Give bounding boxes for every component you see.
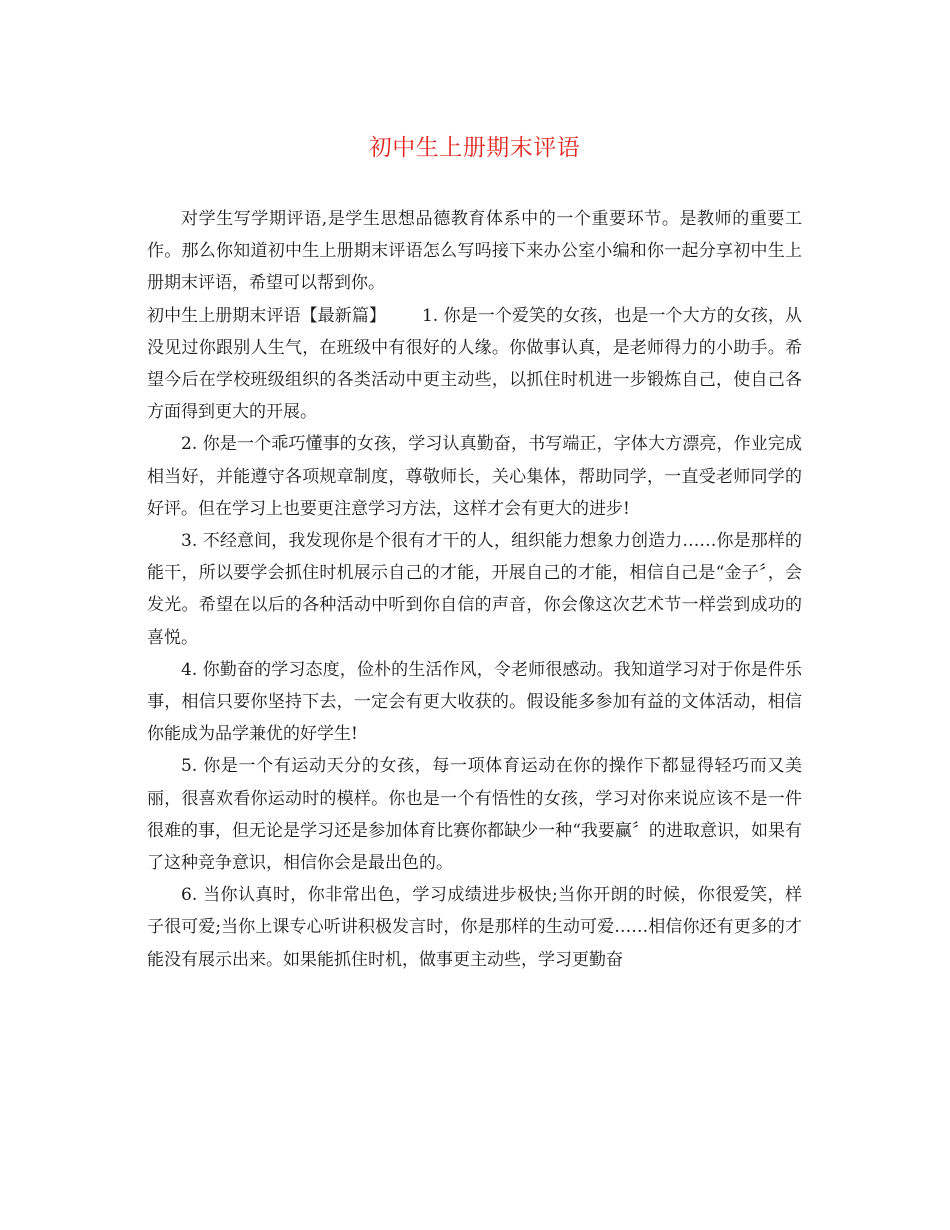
comment-item-2: 2. 你是一个乖巧懂事的女孩，学习认真勤奋，书写端正，字体大方漂亮，作业完成相当好，并能遵守各项规章制度，尊敬师长，关心集体，帮助同学，一直受老师同学的好评。但在学习上也要更注意学习方法，这样才会有更大的进步! bbox=[147, 434, 802, 519]
document-title: 初中生上册期末评语 bbox=[368, 135, 581, 161]
comment-item-6: 6. 当你认真时，你非常出色，学习成绩进步极快;当你开朗的时候，你很爱笑，样子很可爱;当你上课专心听讲积极发言时，你是那样的生动可爱……相信你还有更多的才能没有展示出来。如果能抓住时机，做事更主动些，学习更勤奋 bbox=[147, 885, 802, 970]
comment-item-4: 4. 你勤奋的学习态度，俭朴的生活作风，令老师很感动。我知道学习对于你是件乐事，相信只要你坚持下去，一定会有更大收获的。假设能多参加有益的文体活动，相信你能成为品学兼优的好学生! bbox=[147, 659, 802, 745]
comment-item-3: 3. 不经意间，我发现你是个很有才干的人，组织能力想象力创造力……你是那样的能干，所以要学会抓住时机展示自己的才能，开展自己的才能，相信自己是“金子〞，会发光。希望在以后的各种活动中听到你自信的声音，你会像这次艺术节一样尝到成功的喜悦。 bbox=[147, 531, 802, 648]
comment-item-5: 5. 你是一个有运动天分的女孩，每一项体育运动在你的操作下都显得轻巧而又美丽，很喜欢看你运动时的模样。你也是一个有悟性的女孩，学习对你来说应该不是一件很难的事，但无论是学习还是参加体育比赛你都缺少一种“我要赢〞的进取意识，如果有了这种竞争意识，相信你会是最出色的。 bbox=[147, 756, 802, 874]
section-heading: 初中生上册期末评语【最新篇】 bbox=[147, 305, 386, 326]
intro-paragraph: 对学生写学期评语,是学生思想品德教育体系中的一个重要环节。是教师的重要工作。那么你知道初中生上册期末评语怎么写吗接下来办公室小编和你一起分享初中生上册期末评语，希望可以帮到你。 bbox=[147, 209, 802, 294]
document-body bbox=[147, 203, 802, 976]
comment-item-1: 1. 你是一个爱笑的女孩，也是一个大方的女孩，从没见过你跟别人生气，在班级中有很好的人缘。你做事认真，是老师得力的小助手。希望今后在学校班级组织的各类活动中更主动些，以抓住时机进一步锻炼自己，使自己各方面得到更大的开展。 bbox=[147, 305, 803, 423]
section-paragraph bbox=[147, 300, 802, 429]
